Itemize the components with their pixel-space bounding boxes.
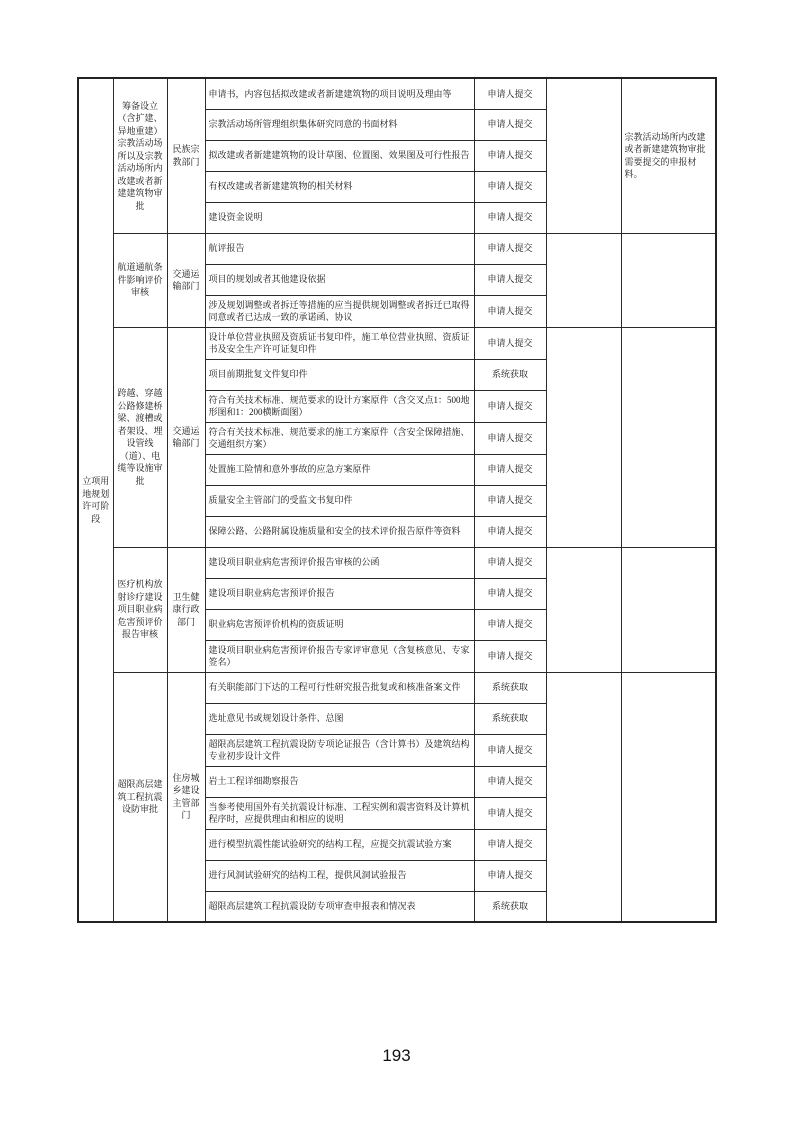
stage-cell: 立项用地规划许可阶段	[78, 78, 113, 922]
material-source-cell: 申请人提交	[474, 422, 546, 454]
blank-cell	[546, 78, 621, 233]
material-source-cell: 系统获取	[474, 359, 546, 390]
material-source-cell: 申请人提交	[474, 202, 546, 233]
material-name-cell: 宗教活动场所管理组织集体研究同意的书面材料	[205, 109, 474, 140]
material-name-cell: 设计单位营业执照及资质证书复印件，施工单位营业执照、资质证书及安全生产许可证复印件	[205, 327, 474, 359]
material-source-cell: 申请人提交	[474, 547, 546, 578]
material-source-cell: 申请人提交	[474, 264, 546, 295]
department-cell: 交通运输部门	[167, 233, 205, 327]
material-source-cell: 申请人提交	[474, 860, 546, 891]
material-name-cell: 超限高层建筑工程抗震设防专项审查申报表和情况表	[205, 891, 474, 922]
approval-item-cell: 航道通航条件影响评价审核	[113, 233, 167, 327]
material-source-cell: 申请人提交	[474, 766, 546, 797]
table-row	[78, 233, 716, 264]
department-cell: 交通运输部门	[167, 327, 205, 547]
material-source-cell: 申请人提交	[474, 578, 546, 609]
blank-cell	[546, 233, 621, 327]
material-name-cell: 当参考使用国外有关抗震设计标准、工程实例和震害资料及计算机程序时，应提供理由和相应的说明	[205, 797, 474, 829]
blank-cell	[546, 547, 621, 672]
material-name-cell: 建设资金说明	[205, 202, 474, 233]
material-name-cell: 符合有关技术标准、规范要求的设计方案原件（含交叉点1：500地形图和1：200横断面图）	[205, 390, 474, 422]
remark-cell	[621, 233, 716, 327]
material-name-cell: 拟改建或者新建建筑物的设计草图、位置图、效果图及可行性报告	[205, 140, 474, 171]
material-source-cell: 申请人提交	[474, 171, 546, 202]
material-source-cell: 申请人提交	[474, 295, 546, 327]
table-row	[78, 327, 716, 359]
material-source-cell: 申请人提交	[474, 485, 546, 516]
material-name-cell: 涉及规划调整或者拆迁等措施的应当提供规划调整或者拆迁已取得同意或者已达成一致的承诺函、协议	[205, 295, 474, 327]
material-source-cell: 系统获取	[474, 672, 546, 703]
approval-item-cell: 超限高层建筑工程抗震设防审批	[113, 672, 167, 922]
department-cell: 卫生健康行政部门	[167, 547, 205, 672]
table-row	[78, 672, 716, 703]
material-name-cell: 建设项目职业病危害预评价报告审核的公函	[205, 547, 474, 578]
remark-cell	[621, 327, 716, 547]
material-source-cell: 申请人提交	[474, 327, 546, 359]
material-name-cell: 质量安全主管部门的受监文书复印件	[205, 485, 474, 516]
approval-item-cell: 筹备设立（含扩建、异地重建）宗教活动场所以及宗教活动场所内改建或者新建建筑物审批	[113, 78, 167, 233]
material-source-cell: 申请人提交	[474, 640, 546, 672]
material-source-cell: 申请人提交	[474, 609, 546, 640]
material-name-cell: 有权改建或者新建建筑物的相关材料	[205, 171, 474, 202]
material-source-cell: 申请人提交	[474, 454, 546, 485]
material-source-cell: 申请人提交	[474, 78, 546, 109]
blank-cell	[546, 672, 621, 922]
material-source-cell: 申请人提交	[474, 516, 546, 547]
blank-cell	[546, 327, 621, 547]
approval-table-body	[78, 78, 716, 922]
material-name-cell: 建设项目职业病危害预评价报告专家评审意见（含复核意见、专家签名）	[205, 640, 474, 672]
material-source-cell: 系统获取	[474, 703, 546, 734]
remark-cell	[621, 547, 716, 672]
table-row	[78, 547, 716, 578]
department-cell: 住房城乡建设主管部门	[167, 672, 205, 922]
remark-cell	[621, 672, 716, 922]
material-name-cell: 有关职能部门下达的工程可行性研究报告批复或和核准备案文件	[205, 672, 474, 703]
material-name-cell: 处置施工险情和意外事故的应急方案原件	[205, 454, 474, 485]
material-name-cell: 进行风洞试验研究的结构工程，提供风洞试验报告	[205, 860, 474, 891]
page-number: 193	[382, 1046, 411, 1065]
material-name-cell: 职业病危害预评价机构的资质证明	[205, 609, 474, 640]
material-name-cell: 项目的规划或者其他建设依据	[205, 264, 474, 295]
material-name-cell: 建设项目职业病危害预评价报告	[205, 578, 474, 609]
material-source-cell: 系统获取	[474, 891, 546, 922]
department-cell: 民族宗教部门	[167, 78, 205, 233]
approval-materials-table	[77, 77, 717, 923]
material-source-cell: 申请人提交	[474, 109, 546, 140]
material-source-cell: 申请人提交	[474, 797, 546, 829]
material-source-cell: 申请人提交	[474, 233, 546, 264]
remark-cell: 宗教活动场所内改建或者新建建筑物审批需要提交的申报材料。	[621, 78, 716, 233]
material-name-cell: 超限高层建筑工程抗震设防专项论证报告（含计算书）及建筑结构专业初步设计文件	[205, 734, 474, 766]
material-name-cell: 进行模型抗震性能试验研究的结构工程，应提交抗震试验方案	[205, 829, 474, 860]
material-source-cell: 申请人提交	[474, 734, 546, 766]
material-name-cell: 航评报告	[205, 233, 474, 264]
material-name-cell: 符合有关技术标准、规范要求的施工方案原件（含安全保障措施、交通组织方案）	[205, 422, 474, 454]
table-row	[78, 78, 716, 109]
material-source-cell: 申请人提交	[474, 390, 546, 422]
material-name-cell: 申请书，内容包括拟改建或者新建建筑物的项目说明及理由等	[205, 78, 474, 109]
material-name-cell: 项目前期批复文件复印件	[205, 359, 474, 390]
approval-item-cell: 医疗机构放射诊疗建设项目职业病危害预评价报告审核	[113, 547, 167, 672]
material-source-cell: 申请人提交	[474, 829, 546, 860]
material-name-cell: 岩土工程详细勘察报告	[205, 766, 474, 797]
approval-item-cell: 跨越、穿越公路修建桥梁、渡槽或者架设、埋设管线（道）、电缆等设施审批	[113, 327, 167, 547]
material-source-cell: 申请人提交	[474, 140, 546, 171]
material-name-cell: 选址意见书或规划设计条件、总图	[205, 703, 474, 734]
material-name-cell: 保障公路、公路附属设施质量和安全的技术评价报告原件等资料	[205, 516, 474, 547]
